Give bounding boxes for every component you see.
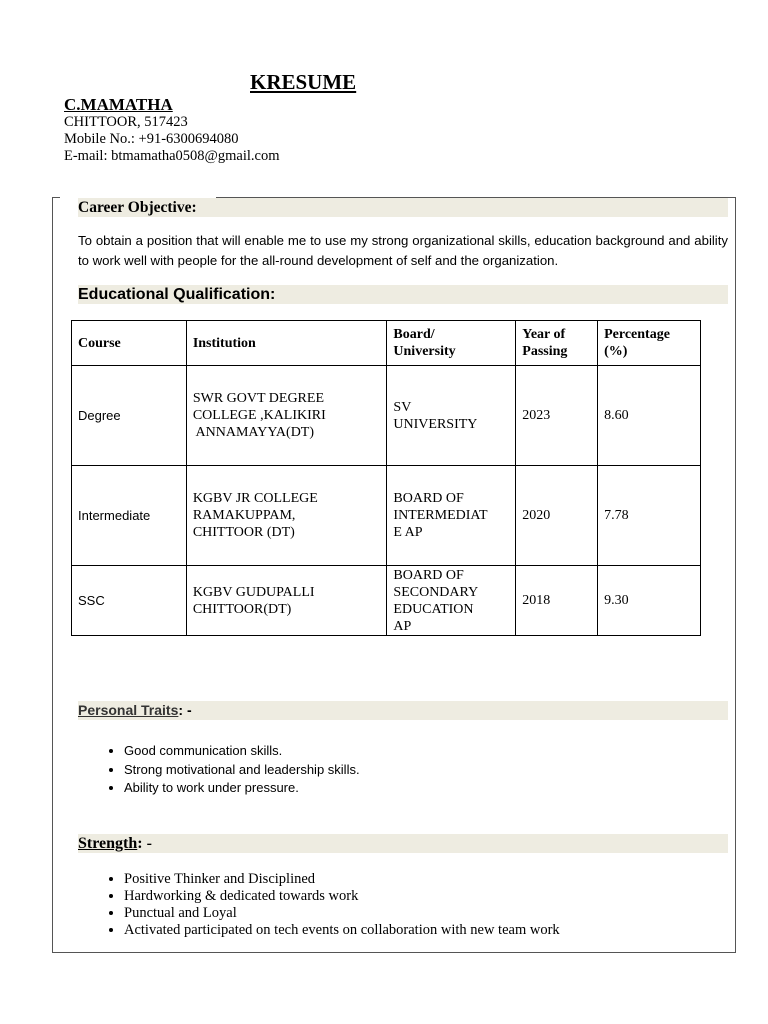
career-objective-heading: Career Objective: xyxy=(78,199,197,216)
cell-course: Intermediate xyxy=(72,466,187,566)
board-line: SECONDARY xyxy=(393,584,479,600)
personal-traits-suffix: : - xyxy=(178,702,192,718)
cell-board xyxy=(387,366,516,466)
cell-year: 2023 xyxy=(516,366,598,466)
strength-suffix: : - xyxy=(137,835,152,852)
col-board-line2: University xyxy=(393,344,456,359)
cell-institution xyxy=(186,566,387,636)
cell-institution xyxy=(186,466,387,566)
inst-line: CHITTOOR(DT) xyxy=(192,601,292,617)
col-percentage xyxy=(598,321,701,366)
inst-line: SWR GOVT DEGREE xyxy=(192,391,324,406)
email: E-mail: btmamatha0508@gmail.com xyxy=(64,148,280,164)
personal-traits-heading-wrap xyxy=(78,701,192,720)
col-year-line1: Year of xyxy=(522,327,566,342)
list-item: • Good communication skills. xyxy=(124,742,360,761)
col-course: Course xyxy=(72,321,187,366)
table-row xyxy=(72,566,701,636)
education-table xyxy=(71,320,701,636)
inst-line: RAMAKUPPAM, xyxy=(192,508,296,523)
col-board xyxy=(387,321,516,366)
cell-course: SSC xyxy=(72,566,187,636)
resume-title: KRESUME xyxy=(250,70,357,94)
list-item: • Strong motivational and leadership skills. xyxy=(124,761,360,780)
list-item: • Punctual and Loyal xyxy=(124,905,560,922)
board-line: SV xyxy=(393,399,412,415)
col-institution: Institution xyxy=(186,321,387,366)
board-line: EDUCATION xyxy=(393,601,474,617)
col-year-line2: Passing xyxy=(522,344,568,359)
career-objective-text: To obtain a position that will enable me to use my strong organizational skills, education background and ability to work well with people for the all-round development of self and the organization. xyxy=(78,233,728,268)
candidate-name: C.MAMATHA xyxy=(64,95,173,114)
board-line: INTERMEDIAT xyxy=(393,508,488,523)
strength-band xyxy=(78,834,728,853)
cell-institution xyxy=(186,366,387,466)
col-year xyxy=(516,321,598,366)
board-line: BOARD OF xyxy=(393,567,464,583)
strength-list xyxy=(78,871,560,939)
cell-percentage: 7.78 xyxy=(598,466,701,566)
inst-line: KGBV JR COLLEGE xyxy=(192,491,318,506)
col-percentage-line1: Percentage xyxy=(604,327,670,342)
inst-line: ANNAMAYYA(DT) xyxy=(192,425,315,440)
cell-year: 2018 xyxy=(516,566,598,636)
strength-heading-wrap xyxy=(78,834,152,853)
cell-percentage: 8.60 xyxy=(598,366,701,466)
cell-percentage: 9.30 xyxy=(598,566,701,636)
education-heading: Educational Qualification: xyxy=(78,286,276,303)
col-board-line1: Board/ xyxy=(393,327,435,342)
strength-heading: Strength xyxy=(78,835,138,852)
mobile-number: Mobile No.: +91-6300694080 xyxy=(64,131,239,147)
list-item: • Positive Thinker and Disciplined xyxy=(124,871,560,888)
address: CHITTOOR, 517423 xyxy=(64,114,188,130)
list-item: • Hardworking & dedicated towards work xyxy=(124,888,560,905)
inst-line: CHITTOOR (DT) xyxy=(192,525,295,540)
board-line: BOARD OF xyxy=(393,491,464,506)
board-line: UNIVERSITY xyxy=(393,416,478,432)
cell-board xyxy=(387,466,516,566)
list-item: • Activated participated on tech events on collaboration with new team work xyxy=(124,922,560,939)
cell-board xyxy=(387,566,516,636)
personal-traits-heading: Personal Traits xyxy=(78,702,179,718)
table-header-row xyxy=(72,321,701,366)
table-row xyxy=(72,466,701,566)
personal-traits-list xyxy=(78,742,360,798)
board-line: E AP xyxy=(393,525,423,540)
inst-line: KGBV GUDUPALLI xyxy=(192,584,315,600)
table-row xyxy=(72,366,701,466)
list-item: • Ability to work under pressure. xyxy=(124,779,360,798)
inst-line: COLLEGE ,KALIKIRI xyxy=(192,408,326,423)
cell-year: 2020 xyxy=(516,466,598,566)
col-percentage-line2: (%) xyxy=(604,344,628,359)
cell-course: Degree xyxy=(72,366,187,466)
board-line: AP xyxy=(393,618,412,634)
